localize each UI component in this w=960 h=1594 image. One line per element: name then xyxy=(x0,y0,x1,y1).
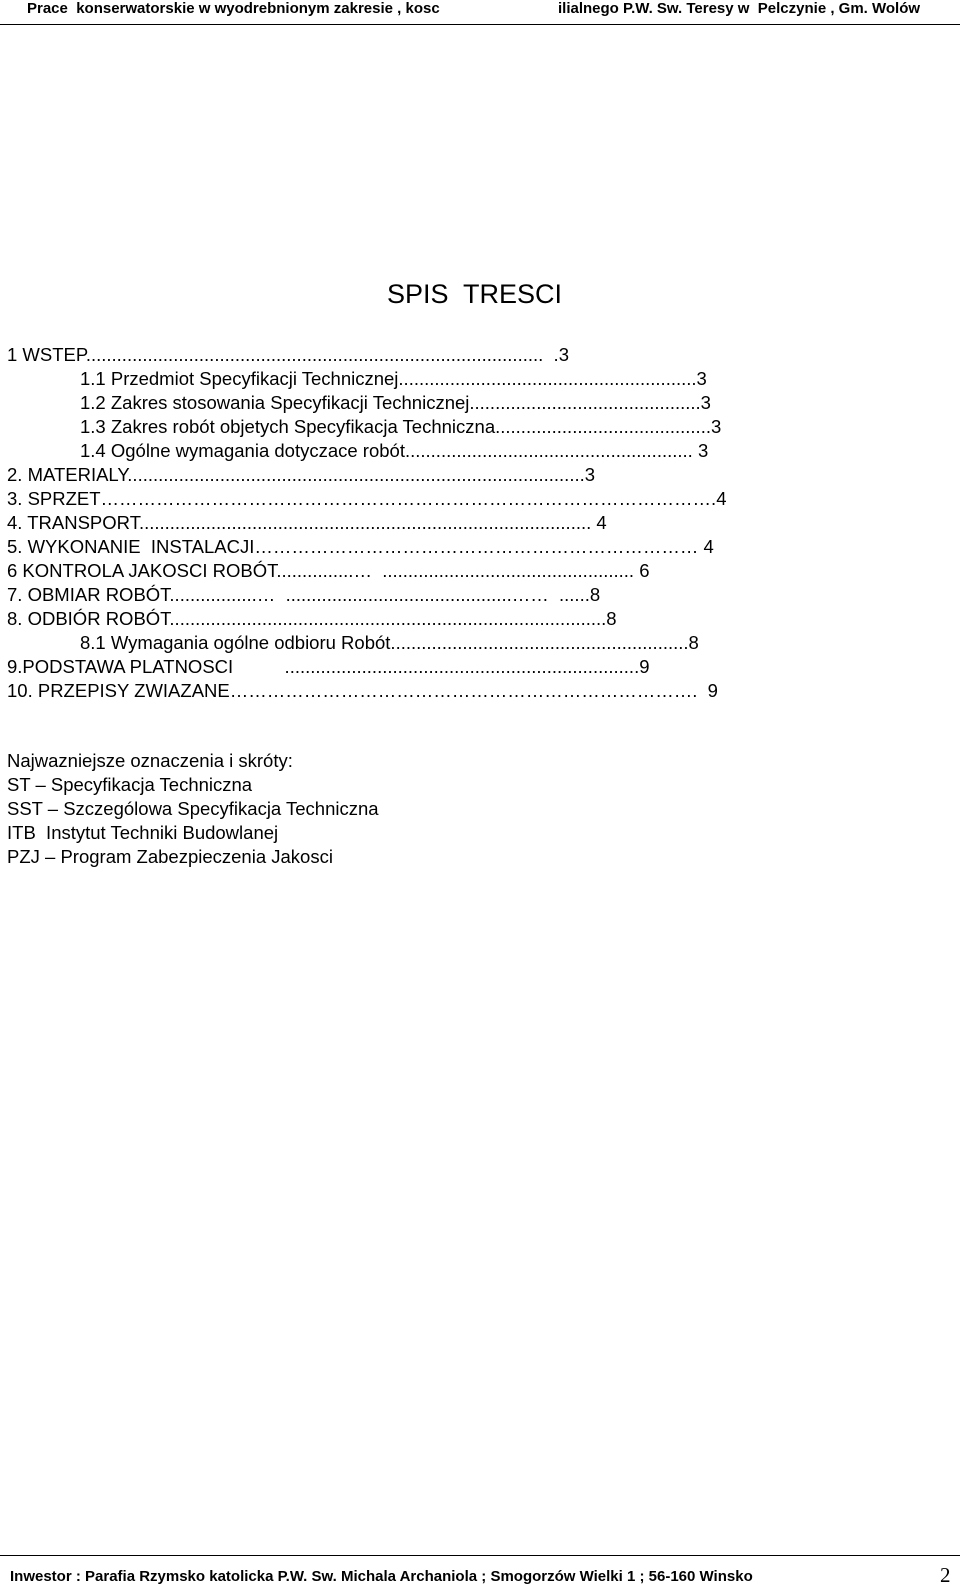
toc-entry-8-1[interactable]: 8.1 Wymagania ogólne odbioru Robót..........................................................8 xyxy=(80,632,699,653)
toc-entry-8[interactable]: 8. ODBIÓR ROBÓT.....................................................................................8 xyxy=(7,608,617,629)
toc-entry-4[interactable]: 4. TRANSPORT........................................................................................ 4 xyxy=(7,512,607,533)
page-footer xyxy=(0,1555,960,1594)
toc-entry-1-4[interactable]: 1.4 Ogólne wymagania dotyczace robót........................................................ 3 xyxy=(80,440,709,461)
toc-entry-2[interactable]: 2. MATERIALY.........................................................................................3 xyxy=(7,464,596,485)
header-left-text: Prace konserwatorskie w wyodrebnionym zakresie , kosc xyxy=(27,0,440,17)
toc-entry-1-2[interactable]: 1.2 Zakres stosowania Specyfikacji Technicznej.............................................3 xyxy=(80,392,711,413)
toc-entry-7[interactable]: 7. OBMIAR ROBÓT.................… ............................................…… ......8 xyxy=(7,584,601,605)
abbreviation-item: SST – Szczególowa Specyfikacja Techniczna xyxy=(7,798,379,819)
toc-entry-3[interactable]: 3. SPRZET……………………………………………………………………………………….4 xyxy=(7,488,727,509)
toc-entry-6[interactable]: 6 KONTROLA JAKOSCI ROBÓT...............… ................................................. 6 xyxy=(7,560,650,581)
abbreviations-heading: Najwazniejsze oznaczenia i skróty: xyxy=(7,750,293,771)
toc-entry-10[interactable]: 10. PRZEPISY ZWIAZANE…………………………………………………………………. 9 xyxy=(7,680,718,701)
page-header xyxy=(0,0,960,25)
abbreviation-item: ST – Specyfikacja Techniczna xyxy=(7,774,253,795)
toc-entry-1[interactable]: 1 WSTEP......................................................................................... .3 xyxy=(7,344,569,365)
header-right-text: ilialnego P.W. Sw. Teresy w Pelczynie , Gm. Wolów xyxy=(558,0,921,17)
toc-entry-5[interactable]: 5. WYKONANIE INSTALACJI……………………………………………………………… 4 xyxy=(7,536,714,557)
abbreviation-item: PZJ – Program Zabezpieczenia Jakosci xyxy=(7,846,333,867)
toc-entry-9[interactable]: 9.PODSTAWA PLATNOSCI .....................................................................9 xyxy=(7,656,650,677)
page-number: 2 xyxy=(940,1563,951,1587)
page-title: SPIS TRESCI xyxy=(387,279,563,309)
footer-investor-text: Inwestor : Parafia Rzymsko katolicka P.W. Sw. Michala Archaniola ; Smogorzów Wielki 1 ; 56-160 Winsko xyxy=(10,1568,753,1585)
toc-entry-1-1[interactable]: 1.1 Przedmiot Specyfikacji Technicznej..........................................................3 xyxy=(80,368,707,389)
toc-entry-1-3[interactable]: 1.3 Zakres robót objetych Specyfikacja Techniczna..........................................3 xyxy=(80,416,722,437)
abbreviation-item: ITB Instytut Techniki Budowlanej xyxy=(7,822,279,843)
